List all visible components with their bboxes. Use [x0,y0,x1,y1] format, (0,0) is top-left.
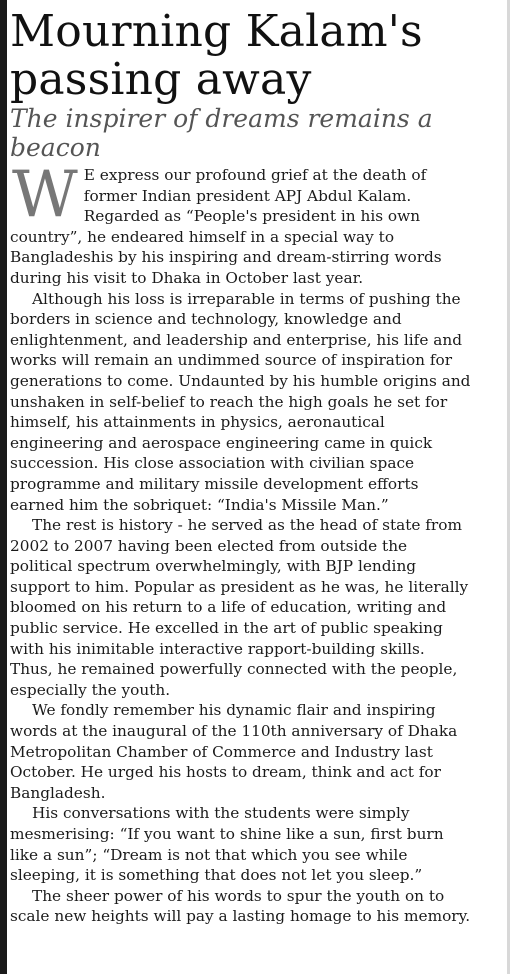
editorial-article [10,8,472,927]
paragraph-2: Although his loss is irreparable in terms of pushing the borders in science and technology, knowledge and enlightenment, and leadership and enterprise, his life and works will remain an undimmed source of inspiration for generations to come. Undaunted by his humble origins and unshaken in self-belief to reach the high goals he set for himself, his attainments in physics, aeronautical engineering and aerospace engineering came in quick succession. His close association with civilian space programme and military missile development efforts earned him the sobriquet: “India's Missile Man.” [10,289,471,514]
paragraph-6: The sheer power of his words to spur the youth on to scale new heights will pay a lasting homage to his memory. [10,886,471,926]
column-rule [0,0,7,974]
paragraph-3: The rest is history - he served as the head of state from 2002 to 2007 having been elected from outside the political spectrum overwhelmingly, with BJP lending support to him. Popular as president as he was, he literally bloomed on his return to a life of education, writing and public service. He excelled in the art of public speaking with his inimitable interactive rapport-building skills. Thus, he remained powerfully connected with the people, especially the youth. [10,516,469,699]
paragraph-1-text: E express our profound grief at the death of former Indian president APJ Abdul Kalam. Regarded as “People's president in his own country”, he endeared himself in a special way to Bangladeshis by his inspiring and dream-stirring words during his visit to Dhaka in October last year. [10,166,442,287]
drop-cap: W [12,158,78,232]
paragraph-1 [10,158,472,289]
article-body [10,158,472,927]
headline: Mourning Kalam's passing away [10,6,423,105]
paragraph-5: His conversations with the students were simply mesmerising: “If you want to shine like a sun, first burn like a sun”; “Dream is not that which you see while sleeping, it is something that does not let you sleep.” [10,804,444,885]
subheadline: The inspirer of dreams remains a beacon [10,104,433,162]
paragraph-4: We fondly remember his dynamic flair and inspiring words at the inaugural of the 110th anniversary of Dhaka Metropolitan Chamber of Commerce and Industry last October. He urged his hosts to dream, think and act for Bangladesh. [10,701,458,802]
